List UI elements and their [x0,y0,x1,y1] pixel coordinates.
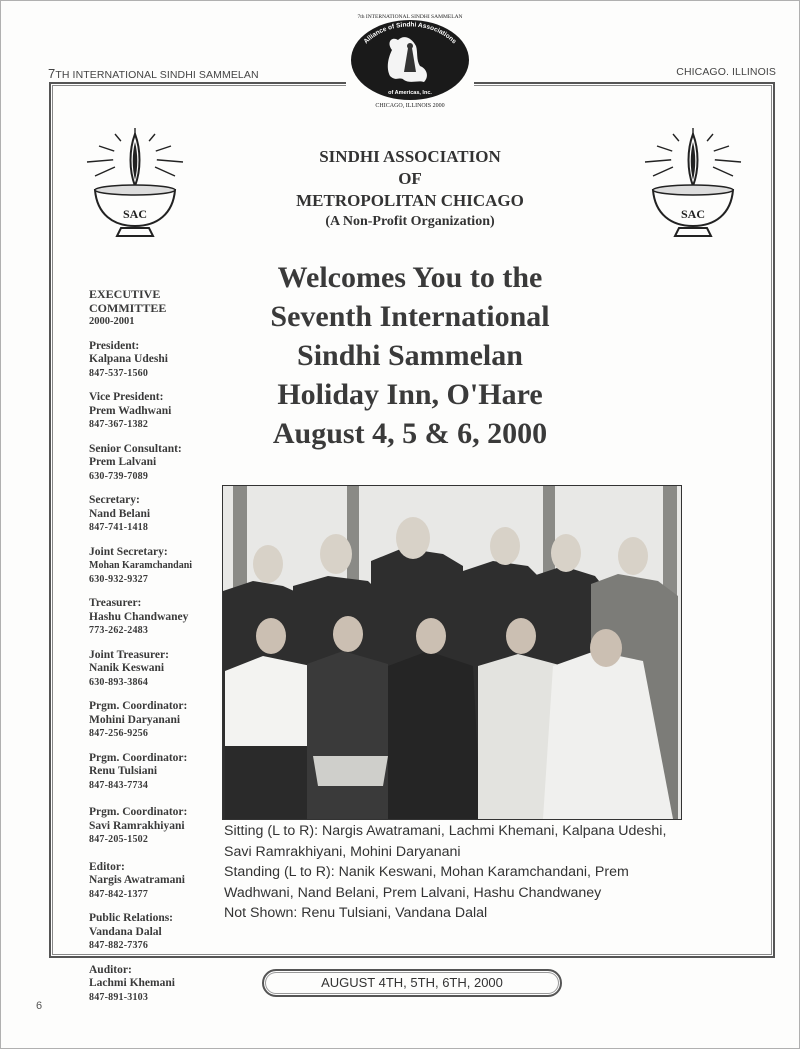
sammelan-seal-logo [346,10,474,110]
welcome-line: August 4, 5 & 6, 2000 [272,417,548,450]
organization-name [250,146,570,232]
committee-member: Treasurer: Hashu Chandwaney 773-262-2483 [89,597,189,636]
committee-member: President: Kalpana Udeshi 847-537-1560 [89,339,168,379]
org-line-1: SINDHI ASSOCIATION [319,147,501,166]
org-line-2: OF [398,169,422,188]
welcome-headline [230,258,590,453]
caption-not-shown: Not Shown: Renu Tulsiani, Vandana Dalal [224,905,488,921]
committee-member: Prgm. Coordinator: Mohini Daryanani 847-256-9256 [89,700,188,739]
photo-caption [224,821,694,924]
group-photo [222,485,682,820]
svg-text:SAC: SAC [122,207,148,221]
welcome-line: Holiday Inn, O'Hare [277,378,543,411]
running-header-left [48,66,259,81]
svg-text:SAC: SAC [680,207,706,221]
org-line-3: METROPOLITAN CHICAGO [296,191,524,210]
committee-member: Secretary: Nand Belani 847-741-1418 [89,494,151,533]
svg-text:CHICAGO, ILLINOIS 2000: CHICAGO, ILLINOIS 2000 [375,103,445,109]
svg-text:of Americas, Inc.: of Americas, Inc. [388,90,432,96]
diya-lamp-logo-left [85,128,185,243]
org-subtitle: (A Non-Profit Organization) [325,214,495,229]
welcome-line: Welcomes You to the [277,261,543,294]
executive-committee-list [89,288,229,1015]
header-ordinal: 7 [48,66,56,81]
header-event-title: TH INTERNATIONAL SINDHI SAMMELAN [55,69,259,81]
caption-sitting: Sitting (L to R): Nargis Awatramani, Lachmi Khemani, Kalpana Udeshi, Savi Ramrakhiyani, Mohini Daryanani [224,823,667,860]
page-number: 6 [36,1000,43,1012]
committee-member: Prgm. Coordinator: Savi Ramrakhiyani 847-205-1502 [89,806,188,845]
committee-member: Public Relations: Vandana Dalal 847-882-7376 [89,912,174,951]
svg-text:7th INTERNATIONAL SINDHI SAMME: 7th INTERNATIONAL SINDHI SAMMELAN [357,14,463,20]
committee-member: Joint Secretary: Mohan Karamchandani 630-932-9327 [89,545,193,585]
committee-member: Joint Treasurer: Nanik Keswani 630-893-3864 [89,648,169,688]
group-photo-illustration [223,486,681,819]
committee-member: Vice President: Prem Wadhwani 847-367-1382 [89,391,172,430]
committee-years: 2000-2001 [89,316,135,327]
running-header-right: CHICAGO. ILLINOIS [676,66,776,78]
committee-heading: EXECUTIVE COMMITTEE 2000-2001 [89,288,229,329]
svg-text:Alliance of Sindhi Association: Alliance of Sindhi Associations [362,21,458,46]
diya-lamp-logo-right [643,128,743,243]
footer-dates-banner: AUGUST 4TH, 5TH, 6TH, 2000 [262,969,562,997]
committee-member: Senior Consultant: Prem Lalvani 630-739-7089 [89,442,182,482]
welcome-line: Seventh International [270,300,550,333]
caption-standing: Standing (L to R): Nanik Keswani, Mohan Karamchandani, Prem Wadhwani, Nand Belani, Prem Lalvani, Hashu Chandwaney [224,864,629,901]
welcome-line: Sindhi Sammelan [297,339,523,372]
committee-member: Editor: Nargis Awatramani 847-842-1377 [89,860,185,900]
committee-member: Auditor: Lachmi Khemani 847-891-3103 [89,963,175,1003]
committee-member: Prgm. Coordinator: Renu Tulsiani 847-843-7734 [89,751,188,791]
